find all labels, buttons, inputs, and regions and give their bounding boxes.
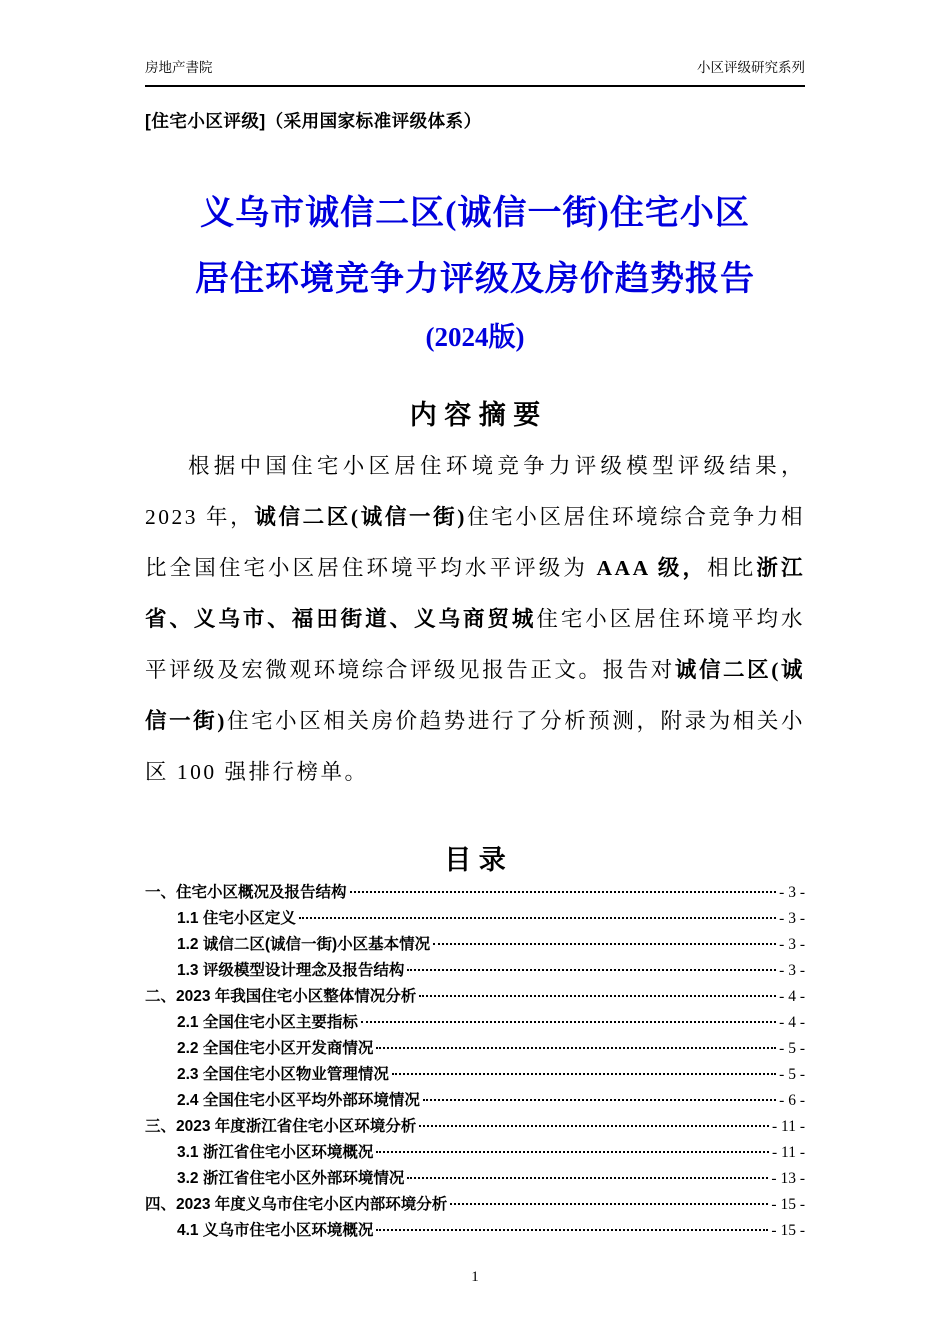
abstract-segment: 住宅小区相关房价趋势进行了分析预测，附录为相关小区 100 强排行榜单。 [145, 709, 805, 784]
running-header [145, 0, 805, 87]
toc-page-number: - 11 - [772, 1118, 805, 1135]
abstract-segment: 诚信二区(诚信一街) [254, 505, 467, 529]
toc-entry [145, 906, 805, 932]
toc-page-number: - 3 - [779, 884, 805, 901]
page-number: 1 [471, 1269, 479, 1285]
toc-dot-leader [392, 1073, 776, 1075]
toc-list [145, 880, 805, 1244]
toc-dot-leader [376, 1229, 768, 1231]
toc-entry-label: 四、2023 年度义乌市住宅小区内部环境分析 [145, 1196, 448, 1213]
toc-page-number: - 3 - [779, 962, 805, 979]
toc-entry [145, 1192, 805, 1218]
abstract-paragraph [145, 441, 805, 798]
toc-dot-leader [433, 943, 776, 945]
toc-entry-label: 2.1 全国住宅小区主要指标 [177, 1014, 358, 1031]
header-right-text: 小区评级研究系列 [697, 60, 805, 75]
toc-entry-label: 2.2 全国住宅小区开发商情况 [177, 1040, 374, 1057]
toc-page-number: - 11 - [772, 1144, 805, 1161]
toc-dot-leader [376, 1151, 769, 1153]
toc-entry-label: 1.3 评级模型设计理念及报告结构 [177, 962, 405, 979]
toc-dot-leader [407, 1177, 768, 1179]
rating-system-note: [住宅小区评级]（采用国家标准评级体系） [145, 111, 482, 131]
toc-entry-label: 2.4 全国住宅小区平均外部环境情况 [177, 1092, 420, 1109]
toc-dot-leader [419, 995, 776, 997]
toc-entry-label: 1.1 住宅小区定义 [177, 910, 296, 927]
abstract-segment: 住宅小区居住环境综合竞争力相比全国住宅小区居住环境平均水平评级为 [145, 505, 805, 580]
toc-dot-leader [299, 917, 776, 919]
toc-dot-leader [423, 1099, 776, 1101]
abstract-segment: AAA 级， [596, 556, 708, 580]
toc-dot-leader [376, 1047, 776, 1049]
toc-dot-leader [407, 969, 776, 971]
toc-page-number: - 5 - [779, 1040, 805, 1057]
toc-entry [145, 1036, 805, 1062]
toc-heading: 目 录 [444, 845, 506, 875]
abstract-segment: 诚信二区(诚信一街) [145, 658, 805, 733]
toc-dot-leader [361, 1021, 776, 1023]
abstract-segment: 相比 [707, 556, 757, 580]
toc-page-number: - 3 - [779, 936, 805, 953]
toc-entry [145, 958, 805, 984]
abstract-segment: 浙江省、义乌市、福田街道、义乌商贸城 [145, 556, 805, 631]
toc-page-number: - 4 - [779, 988, 805, 1005]
toc-entry-label: 2.3 全国住宅小区物业管理情况 [177, 1066, 389, 1083]
toc-page-number: - 13 - [771, 1170, 805, 1187]
toc-page-number: - 15 - [771, 1222, 805, 1239]
toc-dot-leader [450, 1203, 768, 1205]
toc-entry [145, 880, 805, 906]
toc-entry [145, 1114, 805, 1140]
toc-dot-leader [350, 891, 777, 893]
toc-page-number: - 6 - [779, 1092, 805, 1109]
report-edition: (2024版) [425, 322, 525, 352]
toc-entry [145, 1062, 805, 1088]
toc-entry-label: 二、2023 年我国住宅小区整体情况分析 [145, 988, 417, 1005]
report-title [145, 191, 805, 355]
toc-entry [145, 1088, 805, 1114]
toc-page-number: - 5 - [779, 1066, 805, 1083]
abstract-heading: 内 容 摘 要 [409, 400, 541, 430]
toc-page-number: - 4 - [779, 1014, 805, 1031]
toc-entry [145, 932, 805, 958]
toc-page-number: - 3 - [779, 910, 805, 927]
toc-entry-label: 1.2 诚信二区(诚信一街)小区基本情况 [177, 936, 431, 953]
toc-page-number: - 15 - [771, 1196, 805, 1213]
toc-entry-label: 4.1 义乌市住宅小区环境概况 [177, 1222, 374, 1239]
toc-entry-label: 三、2023 年度浙江省住宅小区环境分析 [145, 1118, 417, 1135]
report-title-line-2: 居住环境竞争力评级及房价趋势报告 [195, 261, 755, 298]
report-title-line-1: 义乌市诚信二区(诚信一街)住宅小区 [200, 195, 750, 232]
toc-entry-label: 3.2 浙江省住宅小区外部环境情况 [177, 1170, 405, 1187]
header-left-text: 房地产書院 [145, 60, 213, 75]
abstract-segment: 根据中国住宅小区居住环境竞争力评级模型评级结果，2023 年， [145, 454, 805, 529]
toc-entry-label: 一、住宅小区概况及报告结构 [145, 884, 347, 901]
toc-entry [145, 984, 805, 1010]
toc-dot-leader [419, 1125, 769, 1127]
abstract-segment: 住宅小区居住环境平均水平评级及宏微观环境综合评级见报告正文。报告对 [145, 607, 805, 682]
toc-entry [145, 1140, 805, 1166]
toc-entry-label: 3.1 浙江省住宅小区环境概况 [177, 1144, 374, 1161]
toc-entry [145, 1166, 805, 1192]
toc-entry [145, 1218, 805, 1244]
toc-entry [145, 1010, 805, 1036]
